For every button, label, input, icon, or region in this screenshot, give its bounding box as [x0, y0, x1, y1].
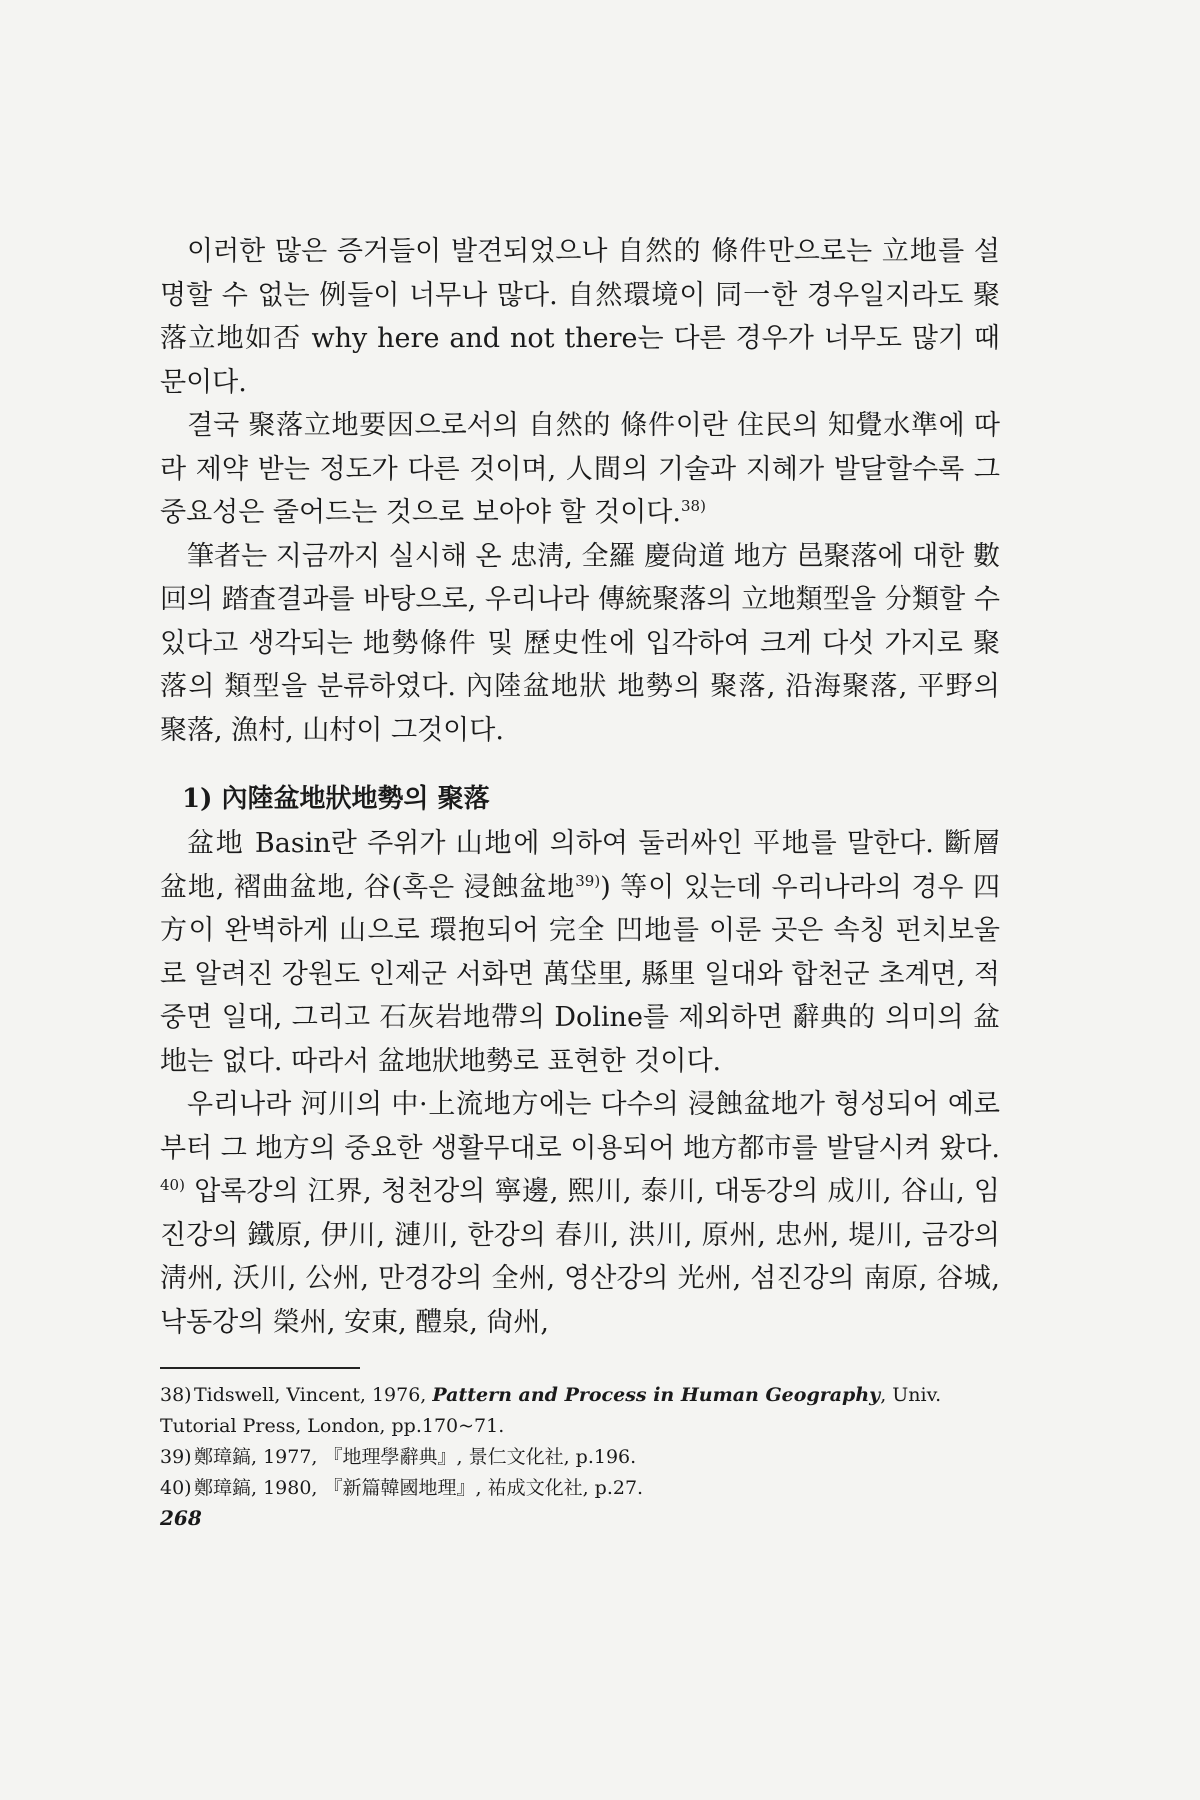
section-heading: 1) 內陸盆地狀地勢의 聚落 [182, 784, 490, 814]
footnote-number: 39) [160, 1446, 192, 1468]
footnote-ref: 40) [160, 1176, 185, 1194]
paragraph-text: 결국 聚落立地要因으로서의 自然的 條件이란 住民의 知覺水準에 따라 제약 받는 정도가 다른 것이며, 人間의 기술과 지혜가 발달할수록 그 중요성은 줄어드는 것으로 보아야 할 것이다. [160, 410, 1000, 528]
paragraph [160, 1083, 1000, 1344]
footnote-text: 鄭璋鎬, 1980, 『新篇韓國地理』, 祐成文化社, p.27. [194, 1477, 644, 1499]
paragraph [160, 822, 1000, 1083]
book-title: Pattern and Process in Human Geography [432, 1384, 881, 1406]
page-number: 268 [160, 1506, 202, 1530]
paragraph-text: ) 等이 있는데 우리나라의 경우 四方이 완벽하게 山으로 環抱되어 完全 凹地를 이룬 곳은 속칭 펀치보울로 알려진 강원도 인제군 서화면 萬垈里, 縣里 일대와 합천군 초계면, 적중면 일대, 그리고 石灰岩地帶의 Doline를 제외하면 辭典的 의미의 盆地는 없다. 따라서 盆地狀地勢로 표현한 것이다. [160, 871, 1000, 1077]
footnote-text: Tidswell, Vincent, 1976, [194, 1384, 433, 1406]
footnote-ref: 39) [575, 871, 601, 890]
body-text [160, 230, 1000, 752]
paragraph [160, 404, 1000, 535]
footnotes [160, 1380, 1000, 1504]
paragraph-text: 압록강의 江界, 청천강의 寧邊, 熙川, 泰川, 대동강의 成川, 谷山, 임진강의 鐵原, 伊川, 漣川, 한강의 春川, 洪川, 原州, 忠州, 堤川, 금강의 淸州, 沃川, 公州, 만경강의 全州, 영산강의 光州, 섬진강의 南原, 谷城, 낙동강의 榮州, 安東, 醴泉, 尙州, [160, 1176, 1000, 1338]
paragraph: 筆者는 지금까지 실시해 온 忠淸, 全羅 慶尙道 地方 邑聚落에 대한 數回의 踏査결과를 바탕으로, 우리나라 傳統聚落의 立地類型을 分類할 수 있다고 생각되는 地勢條件 및 歷史性에 입각하여 크게 다섯 가지로 聚落의 類型을 분류하였다. 內陸盆地狀 地勢의 聚落, 沿海聚落, 平野의 聚落, 漁村, 山村이 그것이다. [160, 540, 1000, 746]
footnote [160, 1380, 1000, 1442]
footnote-text: , Univ. Tutorial Press, London, pp.170~71. [160, 1384, 942, 1437]
footnote-number: 40) [160, 1477, 192, 1499]
paragraph-text: 우리나라 河川의 中·上流地方에는 다수의 浸蝕盆地가 형성되어 예로부터 그 地方의 중요한 생활무대로 이용되어 地方都市를 발달시켜 왔다. [160, 1089, 1000, 1164]
footnote-number: 38) [160, 1384, 192, 1406]
paragraph-text: 盆地 Basin란 주위가 山地에 의하여 둘러싸인 平地를 말한다. 斷層盆地, 褶曲盆地, 谷(혹은 浸蝕盆地 [160, 828, 1000, 903]
footnote [160, 1442, 1000, 1473]
footnote-ref: 38) [680, 497, 706, 515]
footnote [160, 1473, 1000, 1504]
section-body [160, 822, 1000, 1344]
paragraph: 이러한 많은 증거들이 발견되었으나 自然的 條件만으로는 立地를 설명할 수 없는 例들이 너무나 많다. 自然環境이 同一한 경우일지라도 聚落立地如否 why here and not there는 다른 경우가 너무도 많기 때문이다. [160, 236, 1000, 398]
footnote-divider [160, 1367, 360, 1369]
footnote-text: 鄭璋鎬, 1977, 『地理學辭典』, 景仁文化社, p.196. [194, 1446, 637, 1468]
